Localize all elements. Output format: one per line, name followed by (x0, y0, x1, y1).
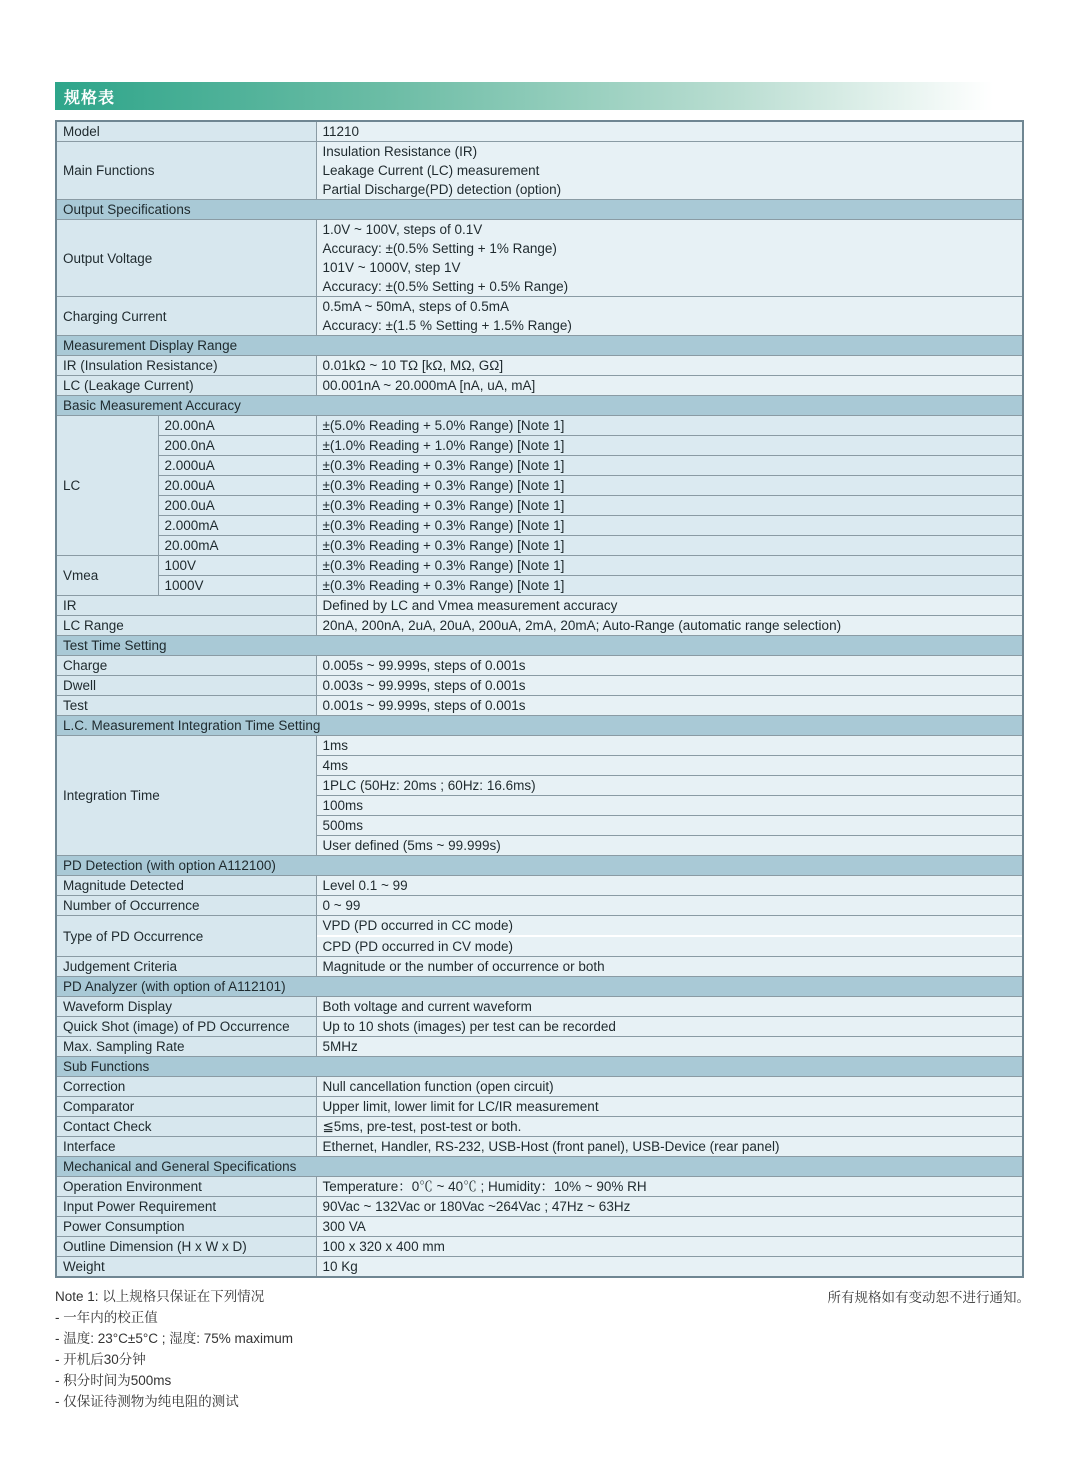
table-row-number-of-occurrence (56, 896, 1023, 916)
weight-value: 10 Kg (316, 1257, 1023, 1278)
output-voltage-line: 101V ~ 1000V, step 1V (322, 260, 461, 275)
table-row-contact-check (56, 1117, 1023, 1137)
magnitude-detected-value: Level 0.1 ~ 99 (316, 876, 1023, 896)
type-of-pd-line: CPD (PD occurred in CV mode) (317, 935, 1023, 956)
output-voltage-line: 1.0V ~ 100V, steps of 0.1V (322, 222, 483, 237)
note1-title: Note 1: 以上规格只保证在下列情况 (55, 1289, 265, 1304)
table-row-magnitude-detected (56, 876, 1023, 896)
table-row-type-of-pd (56, 916, 1023, 957)
operation-environment-value: Temperature：0℃ ~ 40℃ ; Humidity：10% ~ 90% RH (316, 1177, 1023, 1197)
ir-accuracy-value: Defined by LC and Vmea measurement accuracy (316, 596, 1023, 616)
judgement-criteria-value: Magnitude or the number of occurrence or both (316, 957, 1023, 977)
section-row-integration-setting (56, 716, 1023, 736)
table-row-judgement-criteria (56, 957, 1023, 977)
table-row-input-power (56, 1197, 1023, 1217)
main-functions-line: Leakage Current (LC) measurement (322, 163, 540, 178)
table-row-interface (56, 1137, 1023, 1157)
note-item: - 开机后30分钟 (55, 1352, 146, 1367)
interface-value: Ethernet, Handler, RS-232, USB-Host (front panel), USB-Device (rear panel) (316, 1137, 1023, 1157)
table-row-weight (56, 1257, 1023, 1278)
table-row-lc-range (56, 616, 1023, 636)
lc-accuracy-cell: ±(0.3% Reading + 0.3% Range) [Note 1] (316, 476, 1023, 496)
table-row-max-sampling-rate (56, 1037, 1023, 1057)
section-row-basic-measurement-accuracy (56, 396, 1023, 416)
lc-range-cell: 2.000uA (158, 456, 316, 476)
section-header: Output Specifications (56, 200, 1023, 220)
charging-current-value (316, 297, 1023, 336)
vmea-range-cell: 1000V (158, 576, 316, 596)
operation-environment-label: Operation Environment (56, 1177, 316, 1197)
table-row-lc-display (56, 376, 1023, 396)
note-item: - 仅保证待测物为纯电阻的测试 (55, 1394, 239, 1409)
table-row-ir-display (56, 356, 1023, 376)
vmea-range-cell: 100V (158, 556, 316, 576)
table-row-lc-accuracy (56, 436, 1023, 456)
table-row-lc-accuracy (56, 456, 1023, 476)
section-header: Test Time Setting (56, 636, 1023, 656)
table-row-output-voltage (56, 220, 1023, 297)
lc-range-cell: 2.000mA (158, 516, 316, 536)
table-row-lc-accuracy (56, 516, 1023, 536)
section-header: Measurement Display Range (56, 336, 1023, 356)
section-row-output-specifications (56, 200, 1023, 220)
dwell-label: Dwell (56, 676, 316, 696)
lc-range-value: 20nA, 200nA, 2uA, 20uA, 200uA, 2mA, 20mA; Auto-Range (automatic range selection) (316, 616, 1023, 636)
section-row-pd-analyzer (56, 977, 1023, 997)
table-row-vmea-accuracy (56, 576, 1023, 596)
test-value: 0.001s ~ 99.999s, steps of 0.001s (316, 696, 1023, 716)
section-row-mechanical (56, 1157, 1023, 1177)
model-label: Model (56, 121, 316, 142)
table-row-lc-accuracy (56, 536, 1023, 556)
charging-current-line: Accuracy: ±(1.5 % Setting + 1.5% Range) (322, 318, 572, 333)
charging-current-line: 0.5mA ~ 50mA, steps of 0.5mA (322, 299, 509, 314)
note-item: - 一年内的校正值 (55, 1310, 158, 1325)
lc-range-cell: 20.00mA (158, 536, 316, 556)
weight-label: Weight (56, 1257, 316, 1278)
comparator-label: Comparator (56, 1097, 316, 1117)
integration-option-cell: 100ms (316, 796, 1023, 816)
table-row-lc-accuracy (56, 416, 1023, 436)
section-row-pd-detection (56, 856, 1023, 876)
judgement-criteria-label: Judgement Criteria (56, 957, 316, 977)
lc-accuracy-cell: ±(0.3% Reading + 0.3% Range) [Note 1] (316, 496, 1023, 516)
type-of-pd-line: VPD (PD occurred in CC mode) (322, 918, 514, 933)
type-of-pd-value (316, 916, 1023, 957)
lc-range-cell: 200.0nA (158, 436, 316, 456)
test-label: Test (56, 696, 316, 716)
lc-accuracy-label: LC (56, 416, 158, 556)
input-power-value: 90Vac ~ 132Vac or 180Vac ~264Vac ; 47Hz ~ 63Hz (316, 1197, 1023, 1217)
lc-accuracy-cell: ±(5.0% Reading + 5.0% Range) [Note 1] (316, 416, 1023, 436)
lc-accuracy-cell: ±(0.3% Reading + 0.3% Range) [Note 1] (316, 456, 1023, 476)
section-header: PD Analyzer (with option of A112101) (56, 977, 1023, 997)
model-value: 11210 (316, 121, 1023, 142)
integration-option-cell: 1ms (316, 736, 1023, 756)
interface-label: Interface (56, 1137, 316, 1157)
contact-check-value: ≦5ms, pre-test, post-test or both. (316, 1117, 1023, 1137)
input-power-label: Input Power Requirement (56, 1197, 316, 1217)
waveform-display-value: Both voltage and current waveform (316, 997, 1023, 1017)
ir-accuracy-label: IR (56, 596, 316, 616)
table-row-outline-dimension (56, 1237, 1023, 1257)
max-sampling-rate-value: 5MHz (316, 1037, 1023, 1057)
ir-display-value: 0.01kΩ ~ 10 TΩ [kΩ, MΩ, GΩ] (316, 356, 1023, 376)
main-functions-line: Insulation Resistance (IR) (322, 144, 478, 159)
section-row-measurement-display-range (56, 336, 1023, 356)
comparator-value: Upper limit, lower limit for LC/IR measurement (316, 1097, 1023, 1117)
table-row-lc-accuracy (56, 496, 1023, 516)
integration-option-cell: 4ms (316, 756, 1023, 776)
power-consumption-label: Power Consumption (56, 1217, 316, 1237)
vmea-accuracy-label: Vmea (56, 556, 158, 596)
power-consumption-value: 300 VA (316, 1217, 1023, 1237)
output-voltage-line: Accuracy: ±(0.5% Setting + 1% Range) (322, 241, 557, 256)
section-header: Sub Functions (56, 1057, 1023, 1077)
vmea-accuracy-cell: ±(0.3% Reading + 0.3% Range) [Note 1] (316, 576, 1023, 596)
quick-shot-label: Quick Shot (image) of PD Occurrence (56, 1017, 316, 1037)
spec-table (55, 120, 1024, 1278)
output-voltage-line: Accuracy: ±(0.5% Setting + 0.5% Range) (322, 279, 569, 294)
lc-range-cell: 20.00uA (158, 476, 316, 496)
correction-value: Null cancellation function (open circuit) (316, 1077, 1023, 1097)
section-row-sub-functions (56, 1057, 1023, 1077)
charge-label: Charge (56, 656, 316, 676)
table-row-power-consumption (56, 1217, 1023, 1237)
output-voltage-label: Output Voltage (56, 220, 316, 297)
ir-display-label: IR (Insulation Resistance) (56, 356, 316, 376)
note-item: - 积分时间为500ms (55, 1373, 172, 1388)
page-title: 规格表 (64, 89, 116, 107)
note-item: - 温度: 23°C±5°C ; 湿度: 75% maximum (55, 1331, 294, 1346)
outline-dimension-value: 100 x 320 x 400 mm (316, 1237, 1023, 1257)
magnitude-detected-label: Magnitude Detected (56, 876, 316, 896)
integration-time-label: Integration Time (56, 736, 316, 856)
table-row-integration-time (56, 736, 1023, 756)
table-row-vmea-accuracy (56, 556, 1023, 576)
section-header: L.C. Measurement Integration Time Setting (56, 716, 1023, 736)
table-row-quick-shot (56, 1017, 1023, 1037)
table-row-lc-accuracy (56, 476, 1023, 496)
outline-dimension-label: Outline Dimension (H x W x D) (56, 1237, 316, 1257)
contact-check-label: Contact Check (56, 1117, 316, 1137)
quick-shot-value: Up to 10 shots (images) per test can be recorded (316, 1017, 1023, 1037)
integration-option-cell: User defined (5ms ~ 99.999s) (316, 836, 1023, 856)
charging-current-label: Charging Current (56, 297, 316, 336)
integration-option-cell: 1PLC (50Hz: 20ms ; 60Hz: 16.6ms) (316, 776, 1023, 796)
table-row-charging-current (56, 297, 1023, 336)
correction-label: Correction (56, 1077, 316, 1097)
lc-range-cell: 200.0uA (158, 496, 316, 516)
main-functions-value (316, 142, 1023, 200)
type-of-pd-label: Type of PD Occurrence (56, 916, 316, 957)
table-row-operation-environment (56, 1177, 1023, 1197)
table-row-charge (56, 656, 1023, 676)
lc-range-label: LC Range (56, 616, 316, 636)
charge-value: 0.005s ~ 99.999s, steps of 0.001s (316, 656, 1023, 676)
table-row-waveform-display (56, 997, 1023, 1017)
note-right: 所有规格如有变动恕不进行通知。 (827, 1290, 1030, 1305)
output-voltage-value (316, 220, 1023, 297)
lc-range-cell: 20.00nA (158, 416, 316, 436)
lc-display-label: LC (Leakage Current) (56, 376, 316, 396)
dwell-value: 0.003s ~ 99.999s, steps of 0.001s (316, 676, 1023, 696)
table-row-dwell (56, 676, 1023, 696)
number-of-occurrence-value: 0 ~ 99 (316, 896, 1023, 916)
integration-option-cell: 500ms (316, 816, 1023, 836)
section-row-test-time-setting (56, 636, 1023, 656)
table-row-comparator (56, 1097, 1023, 1117)
section-header: Mechanical and General Specifications (56, 1157, 1023, 1177)
table-row-correction (56, 1077, 1023, 1097)
table-row-test (56, 696, 1023, 716)
lc-accuracy-cell: ±(0.3% Reading + 0.3% Range) [Note 1] (316, 536, 1023, 556)
main-functions-label: Main Functions (56, 142, 316, 200)
table-row-main-functions (56, 142, 1023, 200)
section-title-bar (55, 82, 1022, 110)
waveform-display-label: Waveform Display (56, 997, 316, 1017)
section-header: PD Detection (with option A112100) (56, 856, 1023, 876)
section-header: Basic Measurement Accuracy (56, 396, 1023, 416)
number-of-occurrence-label: Number of Occurrence (56, 896, 316, 916)
vmea-accuracy-cell: ±(0.3% Reading + 0.3% Range) [Note 1] (316, 556, 1023, 576)
max-sampling-rate-label: Max. Sampling Rate (56, 1037, 316, 1057)
lc-display-value: 00.001nA ~ 20.000mA [nA, uA, mA] (316, 376, 1023, 396)
main-functions-line: Partial Discharge(PD) detection (option) (322, 182, 562, 197)
lc-accuracy-cell: ±(0.3% Reading + 0.3% Range) [Note 1] (316, 516, 1023, 536)
lc-accuracy-cell: ±(1.0% Reading + 1.0% Range) [Note 1] (316, 436, 1023, 456)
table-row-ir-accuracy (56, 596, 1023, 616)
table-row-model (56, 121, 1023, 142)
